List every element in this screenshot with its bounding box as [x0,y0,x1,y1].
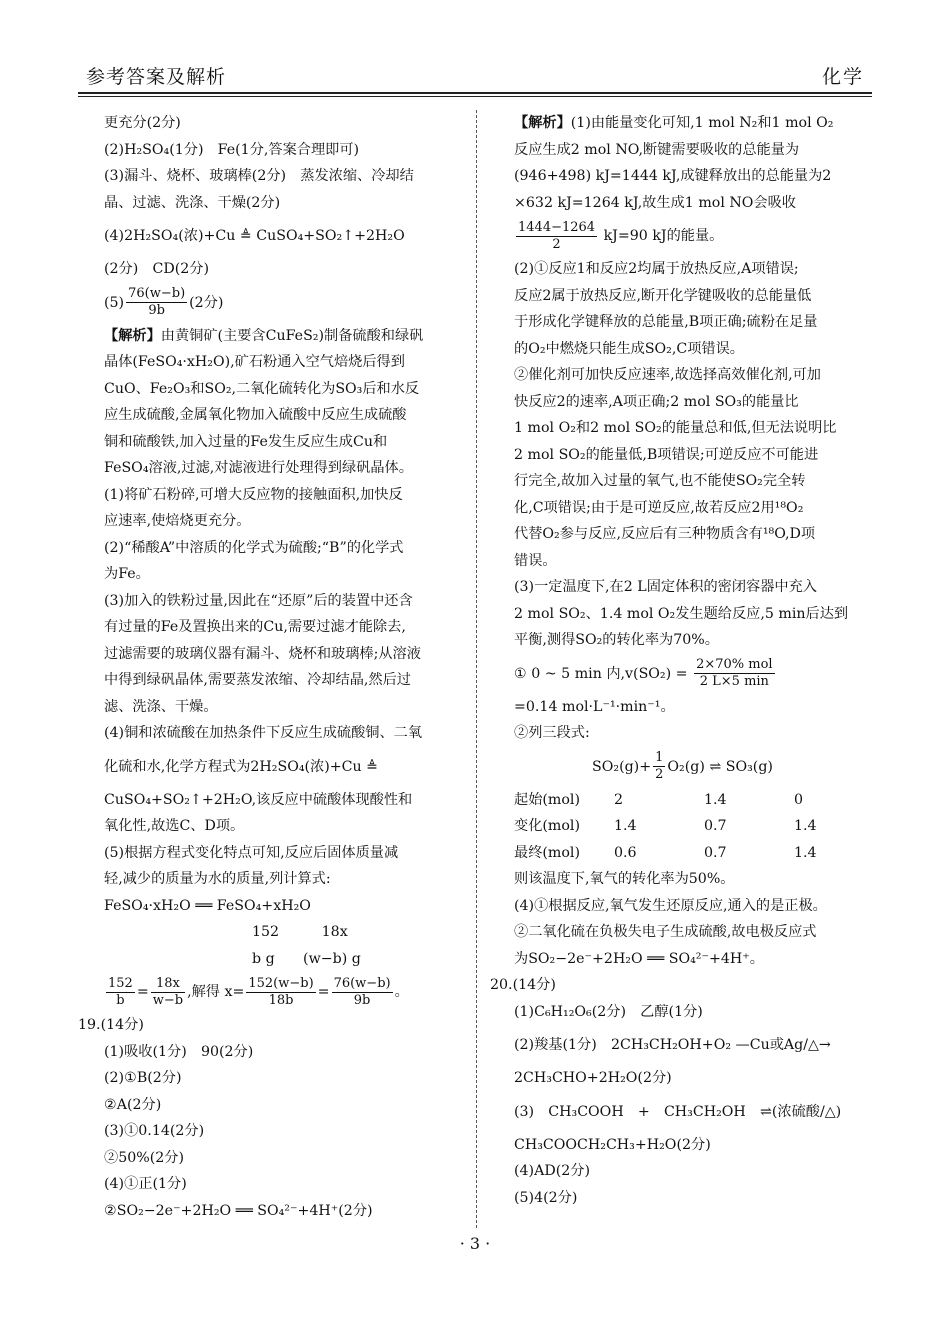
ice-table [490,787,875,867]
text-line: =0.14 mol·L⁻¹·min⁻¹。 [514,698,675,715]
ice-cell: 0.7 [704,818,727,834]
ice-row-label: 起始(mol) [514,791,580,808]
text-line: 反应2属于放热反应,断开化学键吸收的总能量低 [514,287,812,304]
text-line: 应速率,使焙烧更充分。 [104,513,251,529]
fraction: $\frac{76(w-b)}{9b}$ [128,286,186,318]
left-column [80,110,465,1224]
equation-line: b g (w−b) g [252,950,361,967]
text-line: 过滤需要的玻璃仪器有漏斗、烧杯和玻璃棒;从溶液 [104,645,421,662]
text-line: 轻,减少的质量为水的质量,列计算式: [104,871,331,887]
text-line: 于形成化学键释放的总能量,B项正确;硫粉在足量 [514,314,818,330]
fraction: $\frac{152(w-b)}{18b}$ [248,975,314,1008]
text-line: 则该温度下,氧气的转化率为50%。 [514,871,735,887]
text-line: (3)①0.14(2分) [104,1123,205,1139]
text-line: ②列三段式: [514,725,590,741]
ice-cell: 1.4 [794,818,817,834]
text-line: ②SO₂−2e⁻+2H₂O ══ SO₄²⁻+4H⁺(2分) [104,1202,373,1219]
analysis-tag: 【解析】 [514,115,571,131]
ice-cell: 1.4 [794,844,817,861]
text-line: 2CH₃CHO+2H₂O(2分) [514,1070,672,1086]
ice-table-row [514,787,875,814]
page-number: · 3 · [459,1234,491,1253]
header-rule [78,92,872,94]
text-line: (4)铜和浓硫酸在加热条件下反应生成硫酸铜、二氧 [104,725,423,741]
ice-row-label: 最终(mol) [514,844,580,861]
analysis-line: 【解析】由黄铜矿(主要含CuFeS₂)制备硫酸和绿矾 [104,327,424,344]
question-number: 20.(14分) [490,977,556,993]
text-line: ×632 kJ=1264 kJ,故生成1 mol NO会吸收 [514,194,796,211]
text-line: 的O₂中燃烧只能生成SO₂,C项错误。 [514,340,744,357]
ice-table-row [514,813,875,840]
text-line: ②A(2分) [104,1096,162,1113]
ice-cell: 0.6 [614,844,637,861]
ice-row-label: 变化(mol) [514,818,580,834]
text-line: FeSO₄溶液,过滤,对滤液进行处理得到绿矾晶体。 [104,460,413,476]
text-line: (3)漏斗、烧杯、玻璃棒(2分) 蒸发浓缩、冷却结 [104,168,414,184]
ice-cell: 0 [794,791,804,808]
text-line: 代替O₂参与反应,反应后有三种物质含有¹⁸O,D项 [514,526,816,542]
fraction-equation-line: $\frac{152}{b}$ = $\frac{18x}{w-b}$ ,解得 x= $\frac{152(w-b)}{18b}$ = $\frac{76(w-b)}{9b}$ 。 [108,975,409,1008]
question-number: 19.(14分) [78,1017,144,1033]
fraction-line: ① 0 ~ 5 min 内,v(SO₂) = $\frac{\text{2×70\% mol}}{2 L\times 5 \min}$ [514,657,773,689]
text-line: (5)4(2分) [514,1189,578,1206]
text-line: 行完全,故加入过量的氧气,也不能使SO₂完全转 [514,473,806,489]
answer-fraction-line: (5) $\frac{76(w-b)}{9b}$ (2分) [104,286,224,318]
text-line: 中得到绿矾晶体,需要蒸发浓缩、冷却结晶,然后过 [104,672,411,688]
page-header [78,58,872,90]
text-line: 化,C项错误;由于是可逆反应,故若反应2用¹⁸O₂ [514,499,804,516]
equation-line: FeSO₄·xH₂O ══ FeSO₄+xH₂O [104,897,311,914]
header-subject: 化学 [821,66,864,88]
text-line: 错误。 [514,552,557,569]
header-title: 参考答案及解析 [86,66,227,88]
text-line: 快反应2的速率,A项正确;2 mol SO₃的能量比 [514,393,799,410]
text-line: 有过量的Fe及置换出来的Cu,需要过滤才能除去, [104,619,406,635]
ice-cell: 1.4 [704,791,727,808]
text-line: 铜和硫酸铁,加入过量的Fe发生反应生成Cu和 [104,433,388,450]
text-line: 氧化性,故选C、D项。 [104,818,245,834]
text-line: 滤、洗涤、干燥。 [104,698,218,715]
text-line: (1)C₆H₁₂O₆(2分) 乙醇(1分) [514,1003,703,1020]
text-line: 1 mol O₂和2 mol SO₂的能量总和低,但无法说明比 [514,420,837,436]
text-line: (4)2H₂SO₄(浓)+Cu ≜ CuSO₄+SO₂↑+2H₂O [104,228,405,244]
ice-cell: 2 [614,791,624,808]
text-line: CuO、Fe₂O₃和SO₂,二氧化硫转化为SO₃后和水反 [104,380,420,397]
text-line: (3)一定温度下,在2 L固定体积的密闭容器中充入 [514,579,817,595]
text-line: (946+498) kJ=1444 kJ,成键释放出的总能量为2 [514,168,832,184]
equation-line: 152 18x [252,924,348,940]
fraction-line: $\frac{1444-1264}{2}$ kJ=90 kJ的能量。 [518,219,724,252]
text-line: ②催化剂可加快反应速率,故选择高效催化剂,可加 [514,367,821,383]
text-line: (3) CH₃COOH + CH₃CH₂OH ⇌(浓硫酸/△) [514,1103,842,1120]
text-line: (3)加入的铁粉过量,因此在“还原”后的装置中还含 [104,592,413,609]
text-line: (2)“稀酸A”中溶质的化学式为硫酸;“B”的化学式 [104,539,404,556]
ice-cell: 1.4 [614,818,637,834]
text-line: 晶体(FeSO₄·xH₂O),矿石粉通入空气焙烧后得到 [104,354,405,370]
fraction: $\frac{1}{2}$ [655,750,664,782]
text-line: (1)吸收(1分) 90(2分) [104,1043,254,1060]
text-line: (4)①正(1分) [104,1176,187,1192]
fraction: $\frac{18x}{w-b}$ [152,975,184,1008]
right-column [490,110,875,1211]
text-line: 应生成硫酸,金属氧化物加入硫酸中反应生成硫酸 [104,407,407,423]
text-line: 化硫和水,化学方程式为2H₂SO₄(浓)+Cu ≜ [104,758,379,775]
text-line: 平衡,测得SO₂的转化率为70%。 [514,632,719,648]
column-divider [476,110,477,1228]
text-line: 2 mol SO₂的能量低,B项错误;可逆反应不可能进 [514,446,819,463]
fraction: $\frac{1444-1264}{2}$ [518,219,596,252]
text-line: 晶、过滤、洗涤、干燥(2分) [104,194,281,211]
text-line: (2分) CD(2分) [104,261,209,277]
analysis-tag: 【解析】 [104,327,161,344]
text-line: (2)羧基(1分) 2CH₃CH₂OH+O₂ —Cu或Ag/△→ [514,1037,831,1053]
fraction: $\frac{152}{b}$ [108,975,133,1008]
text-line: 更充分(2分) [104,115,181,131]
text-line: (2)①B(2分) [104,1070,182,1086]
text-line: (2)H₂SO₄(1分) Fe(1分,答案合理即可) [104,141,360,158]
text-line: ②二氧化硫在负极失电子生成硫酸,故电极反应式 [514,924,817,940]
text-line: (2)①反应1和反应2均属于放热反应,A项错误; [514,261,799,277]
text-line: (1)将矿石粉碎,可增大反应物的接触面积,加快反 [104,486,403,503]
ice-table-row [514,840,875,867]
text-line: CH₃COOCH₂CH₃+H₂O(2分) [514,1136,711,1153]
reaction-equation: SO₂(g)+ $\frac{1}{2}$ O₂(g) ⇌ SO₃(g) [592,750,773,782]
text-line: ②50%(2分) [104,1149,185,1166]
fraction: $\frac{\text{2×70\% mol}}{2 L\times 5 \min}$ [696,657,773,689]
text-line: 为Fe。 [104,566,150,582]
text-line: 为SO₂−2e⁻+2H₂O ══ SO₄²⁻+4H⁺。 [514,950,764,967]
header-rule-thin [78,96,872,97]
ice-cell: 0.7 [704,844,727,861]
fraction: $\frac{76(w-b)}{9b}$ [333,975,391,1008]
analysis-line: 【解析】(1)由能量变化可知,1 mol N₂和1 mol O₂ [514,115,834,131]
text-line: 反应生成2 mol NO,断键需要吸收的总能量为 [514,141,800,158]
text-line: 2 mol SO₂、1.4 mol O₂发生题给反应,5 min后达到 [514,605,849,622]
text-line: (4)AD(2分) [514,1163,591,1179]
text-line: CuSO₄+SO₂↑+2H₂O,该反应中硫酸体现酸性和 [104,791,413,808]
text-line: (5)根据方程式变化特点可知,反应后固体质量减 [104,844,399,861]
text-line: (4)①根据反应,氧气发生还原反应,通入的是正极。 [514,897,827,914]
